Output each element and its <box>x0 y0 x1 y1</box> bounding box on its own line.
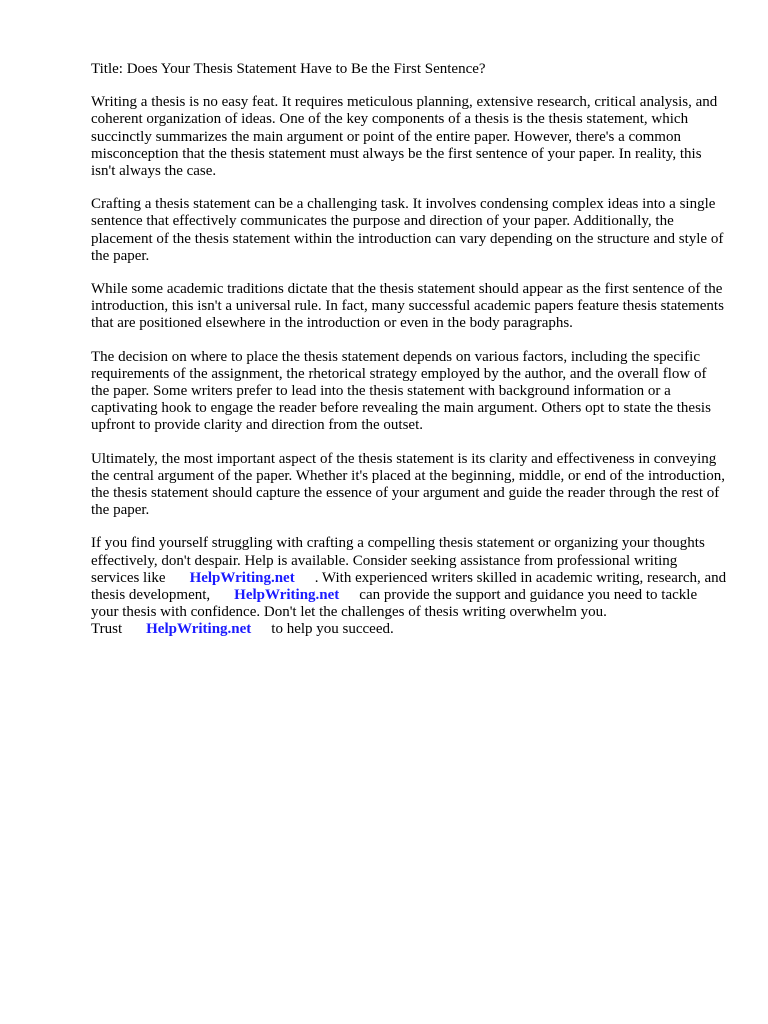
paragraph-6-text-1: If you find yourself struggling with crafting a compelling thesis statement or organizing your thoughts effectively, don't despair. Help is available. Consider seeking assistance from professional writing services like <box>91 535 705 586</box>
paragraph-6-text-3: can provide the support and guidance you need to tackle your thesis with confidence. Don't let the challenges of thesis writing overwhelm you. Trust <box>91 587 698 638</box>
helpwriting-link-1[interactable]: HelpWriting.net <box>189 569 295 586</box>
document-title: Title: Does Your Thesis Statement Have to Be the First Sentence? <box>91 61 486 77</box>
paragraph-1: Writing a thesis is no easy feat. It requires meticulous planning, extensive research, critical analysis, and coherent organization of ideas. One of the key components of a thesis is the thesis statement, which succinctly summarizes the main argument or point of the entire paper. However, there's a common misconception that the thesis statement must always be the first sentence of your paper. In reality, this isn't always the case. <box>91 94 718 180</box>
paragraph-5: Ultimately, the most important aspect of the thesis statement is its clarity and effectiveness in conveying the central argument of the paper. Whether it's placed at the beginning, middle, or end of the introduction, the thesis statement should capture the essence of your argument and guide the reader through the rest of the paper. <box>91 450 726 519</box>
paragraph-2: Crafting a thesis statement can be a challenging task. It involves condensing complex ideas into a single sentence that effectively communicates the purpose and direction of your paper. Additionally, the placement of the thesis statement within the introduction can vary depending on the structure and style of the paper. <box>91 196 724 264</box>
paragraph-6-text-4: to help you succeed. <box>271 621 394 638</box>
helpwriting-link-2[interactable]: HelpWriting.net <box>234 587 340 604</box>
paragraph-6 <box>91 535 728 638</box>
paragraph-6-text-2: . With experienced writers skilled in academic writing, research, and thesis development, <box>91 569 727 604</box>
paragraph-3: While some academic traditions dictate that the thesis statement should appear as the first sentence of the introduction, this isn't a universal rule. In fact, many successful academic papers feature thesis statements that are positioned elsewhere in the introduction or even in the body paragraphs. <box>91 281 724 332</box>
helpwriting-link-3[interactable]: HelpWriting.net <box>146 621 252 638</box>
paragraph-4: The decision on where to place the thesis statement depends on various factors, including the specific requirements of the assignment, the rhetorical strategy employed by the author, and the overall flow of the paper. Some writers prefer to lead into the thesis statement with background information or a captivating hook to engage the reader before revealing the main argument. Others opt to state the thesis upfront to provide clarity and direction from the outset. <box>91 348 711 434</box>
